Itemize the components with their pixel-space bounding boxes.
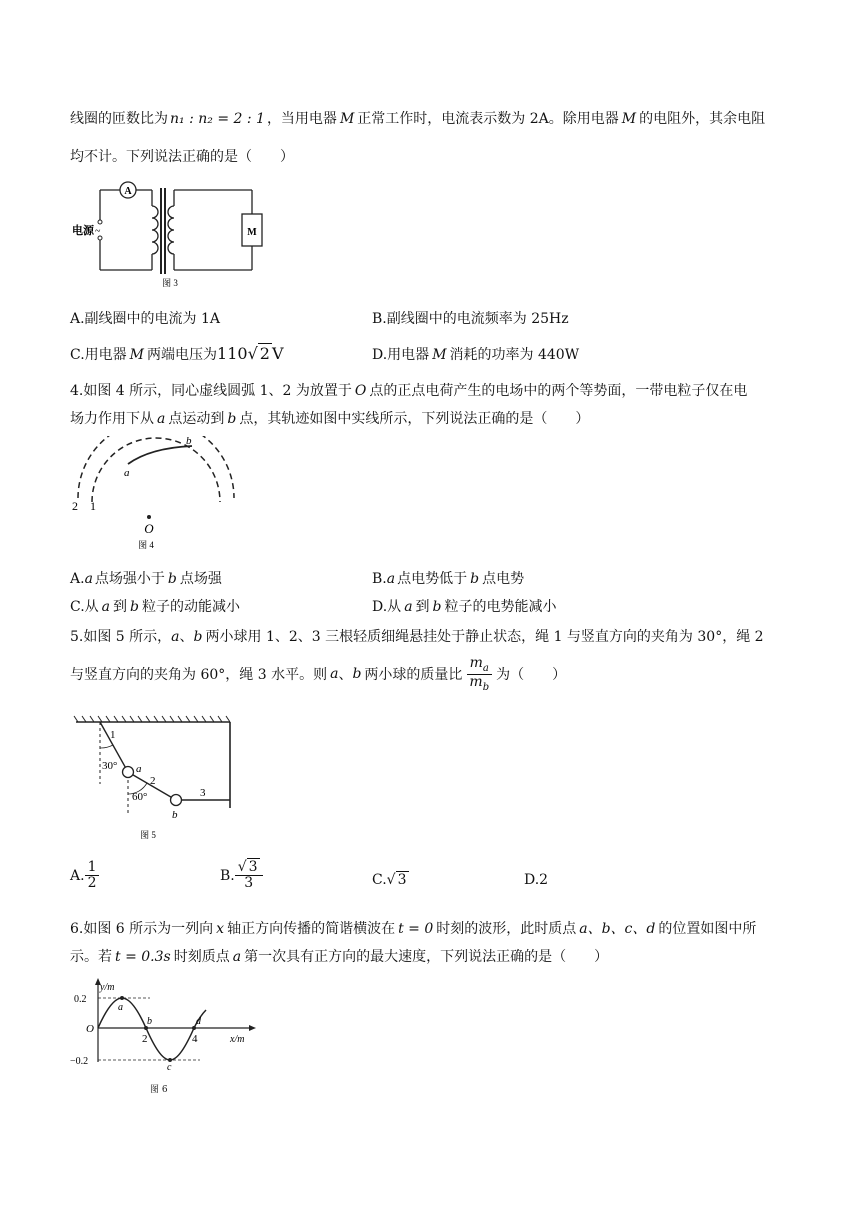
q4-option-b: B.a 点电势低于 b 点电势 (372, 571, 525, 587)
point-a-label: a (124, 467, 130, 479)
angle-30-label: 30° (102, 760, 118, 772)
point-b-label: b (147, 1016, 152, 1027)
arc-1-label: 1 (90, 499, 96, 513)
q5-option-a: A. $\frac{1}{2}$ (70, 860, 99, 892)
q3-stem-line2: 均不计。下列说法正确的是（ ） (70, 149, 294, 165)
origin-label: O (86, 1023, 94, 1035)
q4-option-c: C.从 a 到 b 粒子的动能减小 (70, 599, 240, 615)
ammeter-label: A (124, 186, 132, 197)
figure-caption: 图 3 (162, 278, 178, 288)
y-axis-label: y/m (100, 982, 115, 993)
ball-a (123, 767, 134, 778)
load-label: M (247, 227, 257, 238)
equipotential-arc-2 (78, 436, 234, 498)
q5-stem-line1: 5.如图 5 所示，a、b 两小球用 1、2、3 三根轻质细绳悬挂处于静止状态，绳 1 与竖直方向的夹角为 30°，绳 2 (70, 629, 764, 645)
y-tick-positive: 0.2 (74, 994, 87, 1005)
q3-option-a: A.副线圈中的电流为 1A (70, 311, 221, 327)
q3-option-b: B.副线圈中的电流频率为 25Hz (372, 311, 569, 327)
q5-option-d: D.2 (524, 872, 549, 888)
wave-curve (98, 998, 206, 1060)
point-charge-dot (147, 515, 151, 519)
x-tick-4: 4 (192, 1033, 198, 1045)
figure-6-caption: 图 6 (150, 1085, 168, 1095)
arc-2-label: 2 (72, 499, 78, 513)
q4-stem-line1: 4.如图 4 所示，同心虚线圆弧 1、2 为放置于 O 点的正点电荷产生的电场中的两个等势面，一带电粒子仅在电 (70, 383, 748, 399)
angle-60-label: 60° (132, 791, 148, 803)
ball-b-label: b (172, 809, 178, 821)
figure-3-transformer-circuit (70, 178, 270, 288)
rope-1-label: 1 (110, 729, 116, 741)
q4-option-a: A.a 点场强小于 b 点场强 (70, 571, 222, 587)
center-o-label: O (144, 521, 154, 536)
point-b-label: b (186, 436, 192, 447)
rope-3-label: 3 (200, 787, 206, 799)
figure-caption: 图 5 (140, 830, 156, 840)
point-a-label: a (118, 1002, 123, 1013)
mass-ratio-fraction: $\frac{m_a}{m_b}$ (466, 656, 492, 693)
x-axis-label: x/m (230, 1034, 245, 1045)
q4-stem-line2: 场力作用下从 a 点运动到 b 点，其轨迹如图中实线所示，下列说法正确的是（ ） (70, 411, 590, 427)
q6-stem-line1: 6.如图 6 所示为一列向 x 轴正方向传播的简谐横波在 t = 0 时刻的波形，此时质点 a、b、c、d 的位置如图中所 (70, 921, 757, 937)
rope-2-label: 2 (150, 775, 156, 787)
equipotential-arc-1 (92, 438, 220, 502)
y-tick-negative: −0.2 (70, 1056, 89, 1067)
point-c-label: c (167, 1062, 172, 1070)
q3-stem-line1: 线圈的匝数比为 n₁ : n₂ = 2 : 1 ，当用电器 M 正常工作时，电流表示数为 2A。除用电器 M 的电阻外，其余电阻 (70, 111, 766, 127)
power-source-label: 电源 (72, 225, 94, 237)
ball-b (171, 795, 182, 806)
q5-option-b: B. $\frac{√ 3}{3}$ (220, 860, 263, 892)
figure-5-hanging-balls (70, 714, 240, 844)
q3-option-d: D.用电器 M 消耗的功率为 440W (372, 347, 580, 363)
figure-4-equipotential-arcs (70, 436, 245, 556)
q5-stem-line2: 与竖直方向的夹角为 60°，绳 3 水平。则 a 、 b 两小球的质量比 $\frac{m_a}{m_b}$ 为（ ） (70, 655, 567, 693)
q5-option-c: C.√ 3 (372, 872, 407, 888)
particle-a (120, 996, 124, 1000)
point-d-label: d (196, 1016, 201, 1027)
figure-6-wave-graph (70, 978, 260, 1070)
particle-trajectory (128, 446, 192, 464)
q6-stem-line2: 示。若 t = 0.3s 时刻质点 a 第一次具有正方向的最大速度，下列说法正确的是（ ） (70, 949, 609, 965)
turns-ratio: n₁ : n₂ = 2 : 1 (170, 111, 265, 127)
x-tick-2: 2 (142, 1033, 148, 1045)
q4-option-d: D.从 a 到 b 粒子的电势能减小 (372, 599, 557, 615)
figure-caption: 图 4 (138, 540, 154, 550)
q3-option-c: C.用电器 M 两端电压为110√ 2 V (70, 344, 284, 363)
ac-symbol: ~ (95, 226, 101, 237)
ball-a-label: a (136, 763, 142, 775)
